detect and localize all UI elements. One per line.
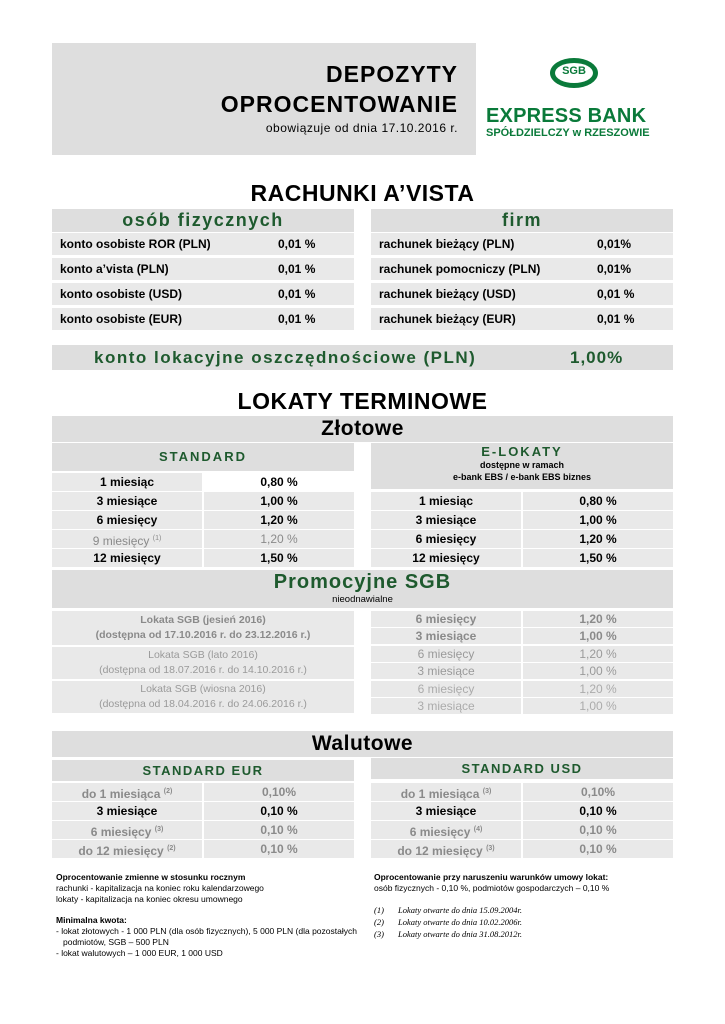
avista-left-list: [52, 233, 354, 330]
list-item: [52, 233, 354, 255]
footnote-ref: (1): [152, 535, 162, 542]
footnote-num: (1): [374, 905, 384, 915]
table-row: [52, 549, 354, 567]
list-item: [52, 283, 354, 305]
rate-cell: 1,50 %: [204, 549, 354, 567]
rate-cell: 1,00 %: [523, 511, 673, 529]
footer-min-title: Minimalna kwota:: [56, 915, 127, 925]
list-item: [52, 308, 354, 330]
footnote-item: [374, 904, 674, 916]
term-cell: [52, 530, 202, 548]
account-rate: 0,01%: [597, 262, 632, 276]
rate-cell: 1,50 %: [523, 549, 673, 567]
term-cell: 12 miesięcy: [52, 549, 202, 567]
rate-cell: 0,10 %: [523, 840, 673, 858]
term-cell: 6 miesięcy: [371, 611, 521, 627]
avista-col-left-header: osób fizycznych: [52, 209, 354, 232]
logo-badge-text: SGB: [562, 65, 586, 77]
table-row: [52, 492, 354, 510]
promo-dates: (dostępna od 18.07.2016 r. do 14.10.2016 r.): [99, 664, 307, 676]
rate-cell: 1,00 %: [523, 628, 673, 644]
footnote-ref: (4): [473, 826, 483, 833]
footer-breach-line1: osób fizycznych - 0,10 %, podmiotów gospodarczych – 0,10 %: [374, 883, 610, 893]
logo-name: EXPRESS BANK: [486, 105, 647, 127]
rate-cell: 0,10 %: [523, 802, 673, 820]
rate-cell: 1,20 %: [204, 530, 354, 548]
rate-cell: 0,10 %: [204, 802, 354, 820]
table-row: [371, 840, 673, 858]
footnote-text: Lokaty otwarte do dnia 10.02.2006r.: [398, 917, 522, 927]
footer-min-line1: - lokat złotowych - 1 000 PLN (dla osób fizycznych), 5 000 PLN (dla pozostałych: [56, 926, 357, 936]
footnote-item: [374, 916, 674, 928]
account-rate: 0,01 %: [278, 287, 316, 301]
promo-name: Lokata SGB (lato 2016): [148, 649, 258, 661]
list-item: [371, 258, 673, 280]
term-cell: [371, 783, 521, 801]
footnote-item: [374, 928, 674, 940]
term-cell: 3 miesiące: [371, 663, 521, 679]
footer-left: [56, 872, 366, 959]
table-row: [371, 646, 673, 662]
logo-subname: SPÓŁDZIELCZY w RZESZOWIE: [486, 127, 650, 139]
footnote-ref: (2): [163, 788, 173, 795]
term-cell: [371, 840, 521, 858]
footer-breach-title: Oprocentowanie przy naruszeniu warunków umowy lokat:: [374, 872, 609, 882]
term-cell: 3 miesiące: [371, 698, 521, 714]
account-name: konto osobiste ROR (PLN): [60, 237, 211, 251]
table-row: [371, 663, 673, 679]
rate-cell: 1,20 %: [523, 530, 673, 548]
rate-cell: 0,10 %: [204, 821, 354, 839]
table-row: [52, 821, 354, 839]
table-row: [371, 681, 673, 697]
promo-header: [52, 570, 673, 608]
elokaty-table: [371, 492, 673, 567]
page-title-line2: OPROCENTOWANIE: [220, 91, 458, 117]
table-row: [52, 530, 354, 548]
promo-title: Promocyjne SGB: [273, 571, 452, 593]
term-cell: [371, 821, 521, 839]
footnote-ref: (3): [482, 788, 492, 795]
term-cell: 3 miesiące: [371, 628, 521, 644]
rate-cell: 1,20 %: [523, 611, 673, 627]
term-cell: 3 miesiące: [52, 492, 202, 510]
avista-title: RACHUNKI A’VISTA: [250, 180, 475, 206]
account-rate: 0,01 %: [278, 312, 316, 326]
footnote-ref: (3): [486, 845, 495, 852]
table-row: [371, 549, 673, 567]
elokaty-label: E-LOKATY: [481, 444, 563, 459]
rate-cell: 1,20 %: [523, 646, 673, 662]
rate-cell: 0,10 %: [204, 840, 354, 858]
table-row: [52, 511, 354, 529]
footnote-num: (2): [374, 917, 384, 927]
term-text: do 1 miesiąca: [400, 787, 480, 801]
footnote-text: Lokaty otwarte do dnia 31.08.2012r.: [398, 929, 522, 939]
header-box: [52, 43, 476, 155]
walutowe-header: Walutowe: [52, 731, 673, 757]
account-name: rachunek bieżący (PLN): [379, 237, 515, 251]
promo-subtitle: nieodnawialne: [332, 594, 393, 605]
footer-min-line2: podmiotów, SGB – 500 PLN: [63, 937, 169, 947]
table-row: [371, 530, 673, 548]
elokaty-note-1: dostępne w ramach: [479, 460, 565, 470]
rate-cell: 1,00 %: [204, 492, 354, 510]
account-rate: 0,01%: [597, 237, 632, 251]
account-name: rachunek bieżący (USD): [379, 287, 516, 301]
footer-min-line3: - lokat walutowych – 1 000 EUR, 1 000 USD: [56, 948, 223, 958]
term-cell: 6 miesięcy: [371, 681, 521, 697]
lokaty-title: LOKATY TERMINOWE: [237, 388, 488, 414]
term-cell: 6 miesięcy: [52, 511, 202, 529]
promo-dates: (dostępna od 18.04.2016 r. do 24.06.2016 r.): [99, 698, 307, 710]
term-text: 6 miesięcy: [90, 825, 152, 839]
table-row: [52, 783, 354, 801]
eur-header: STANDARD EUR: [52, 760, 354, 781]
rate-cell: 0,80 %: [523, 492, 673, 510]
list-item: [371, 283, 673, 305]
rate-cell: 0,10%: [204, 783, 354, 801]
list-item: [371, 308, 673, 330]
promo-name: Lokata SGB (wiosna 2016): [140, 683, 266, 695]
account-name: rachunek bieżący (EUR): [379, 312, 516, 326]
avista-right-list: [371, 233, 673, 330]
rate-cell: 0,10%: [523, 783, 673, 801]
rate-cell: 1,20 %: [204, 511, 354, 529]
term-text: 9 miesięcy: [92, 534, 150, 548]
term-cell: 3 miesiące: [371, 802, 521, 820]
footnote-ref: (3): [154, 826, 164, 833]
term-cell: 6 miesięcy: [371, 646, 521, 662]
table-row: [371, 511, 673, 529]
account-rate: 0,01 %: [597, 312, 635, 326]
rate-cell: 1,00 %: [523, 698, 673, 714]
table-row: [371, 783, 673, 801]
table-row: [371, 802, 673, 820]
promo-dates: (dostępna od 17.10.2016 r. do 23.12.2016 r.): [95, 629, 311, 641]
term-cell: 6 miesięcy: [371, 530, 521, 548]
savings-account-row: [52, 345, 673, 370]
term-cell: 3 miesiące: [52, 802, 202, 820]
table-row: [371, 698, 673, 714]
account-rate: 0,01 %: [278, 237, 316, 251]
table-row: [52, 802, 354, 820]
page-subtitle: obowiązuje od dnia 17.10.2016 r.: [265, 121, 458, 135]
usd-header: STANDARD USD: [371, 758, 673, 779]
footer-rates-line2: lokaty - kapitalizacja na koniec okresu umownego: [56, 894, 243, 904]
table-row: [52, 473, 354, 491]
promo-rates-table: [371, 611, 673, 714]
promo-name: Lokata SGB (jesień 2016): [140, 614, 266, 626]
promo-item: [52, 681, 354, 713]
account-name: konto osobiste (USD): [60, 287, 182, 301]
table-row: [371, 628, 673, 644]
account-name: rachunek pomocniczy (PLN): [379, 262, 541, 276]
term-text: do 12 miesięcy: [397, 844, 483, 858]
footer-rates-title: Oprocentowanie zmienne w stosunku rocznym: [56, 872, 246, 882]
elokaty-header: [371, 443, 673, 489]
table-row: [371, 492, 673, 510]
elokaty-note-2: e-bank EBS / e-bank EBS biznes: [452, 472, 592, 482]
rate-cell: 0,80 %: [260, 475, 298, 489]
term-cell: 3 miesiące: [371, 511, 521, 529]
rate-cell: 0,10 %: [523, 821, 673, 839]
savings-account-rate: 1,00%: [570, 348, 624, 367]
account-rate: 0,01 %: [597, 287, 635, 301]
account-rate: 0,01 %: [278, 262, 316, 276]
footer-rates-line1: rachunki - kapitalizacja na koniec roku kalendarzowego: [56, 883, 264, 893]
term-cell: [52, 783, 202, 801]
term-text: 6 miesięcy: [409, 825, 471, 839]
account-name: konto a’vista (PLN): [60, 262, 169, 276]
list-item: [52, 258, 354, 280]
avista-col-right-header: firm: [371, 209, 673, 232]
term-text: do 1 miesiąca: [81, 787, 161, 801]
table-row: [371, 611, 673, 627]
term-cell: [52, 821, 202, 839]
footnote-num: (3): [374, 929, 384, 939]
term-cell: [52, 840, 202, 858]
table-row: [52, 840, 354, 858]
eur-table: [52, 783, 354, 858]
term-cell: 1 miesiąc: [371, 492, 521, 510]
page-title-line1: DEPOZYTY: [326, 61, 458, 87]
term-cell: 1 miesiąc: [52, 473, 202, 491]
savings-account-label: konto lokacyjne oszczędnościowe (PLN): [94, 348, 477, 367]
standard-header: [52, 443, 354, 471]
footnote-text: Lokaty otwarte do dnia 15.09.2004r.: [398, 905, 522, 915]
footer-right: [374, 872, 674, 940]
table-row: [371, 821, 673, 839]
rate-cell: 1,00 %: [523, 663, 673, 679]
standard-table: [52, 473, 354, 567]
standard-label: STANDARD: [159, 449, 247, 464]
account-name: konto osobiste (EUR): [60, 312, 182, 326]
bank-logo: [486, 55, 666, 145]
rate-cell: 1,20 %: [523, 681, 673, 697]
footnotes: [374, 904, 674, 940]
zlotowe-header: Złotowe: [52, 416, 673, 442]
promo-item: [52, 647, 354, 679]
footnote-ref: (2): [167, 845, 176, 852]
promo-item: [52, 611, 354, 645]
usd-table: [371, 783, 673, 858]
term-cell: 12 miesięcy: [371, 549, 521, 567]
term-text: do 12 miesięcy: [78, 844, 164, 858]
list-item: [371, 233, 673, 255]
